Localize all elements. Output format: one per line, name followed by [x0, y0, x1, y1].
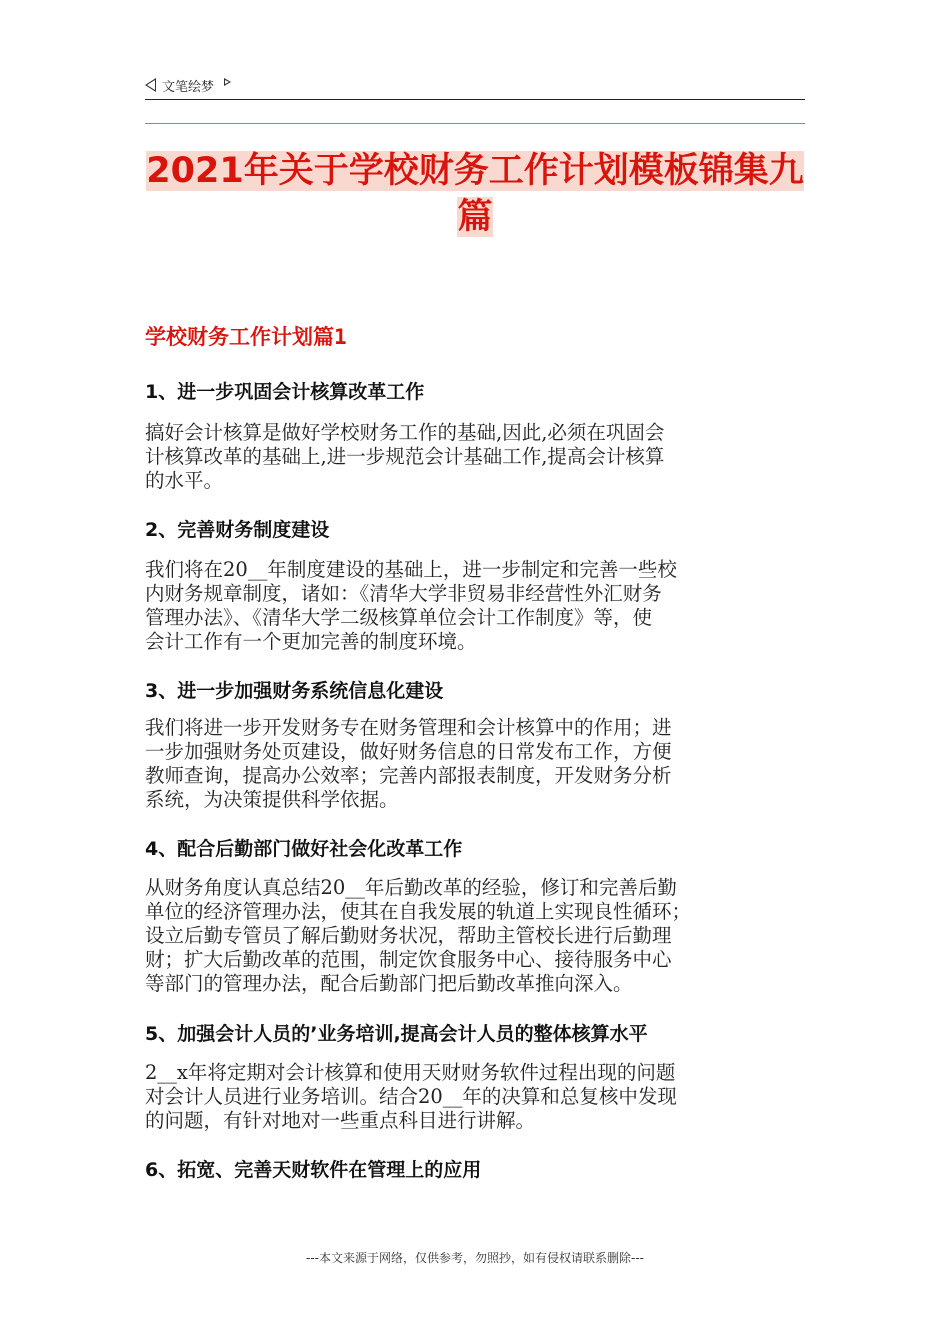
- document-title: [140, 148, 810, 240]
- body-line: 会计工作有一个更加完善的制度环境。: [145, 630, 477, 653]
- title-line-2: 篇: [457, 197, 493, 237]
- item-heading-5: 5、加强会计人员的’业务培训,提高会计人员的整体核算水平: [145, 1023, 648, 1045]
- body-line: 内财务规章制度，诸如：《清华大学非贸易非经营性外汇财务: [145, 582, 662, 605]
- item-body-2: [145, 558, 800, 654]
- triangle-left-icon: [145, 78, 156, 92]
- section-title: 学校财务工作计划篇1: [145, 325, 347, 349]
- item-heading-4: 4、配合后勤部门做好社会化改革工作: [145, 838, 463, 860]
- body-line: 教师查询，提高办公效率；完善内部报表制度，开发财务分析: [145, 764, 672, 787]
- body-line: 计核算改革的基础上,进一步规范会计基础工作,提高会计核算: [145, 445, 665, 468]
- item-heading-3: 3、进一步加强财务系统信息化建设: [145, 680, 444, 702]
- body-line: 设立后勤专管员了解后勤财务状况，帮助主管校长进行后勤理: [145, 924, 672, 947]
- item-body-3: [145, 716, 800, 812]
- header-divider: [145, 99, 805, 100]
- title-line-1: 2021年关于学校财务工作计划模板锦集九: [146, 151, 804, 191]
- body-line: 搞好会计核算是做好学校财务工作的基础,因此,必须在巩固会: [145, 421, 665, 444]
- body-line: 我们将在20__年制度建设的基础上，进一步制定和完善一些校: [145, 558, 677, 581]
- title-divider: [145, 123, 805, 124]
- item-body-4: [145, 876, 800, 996]
- item-heading-6: 6、拓宽、完善天财软件在管理上的应用: [145, 1159, 482, 1181]
- body-line: 的问题，有针对地对一些重点科目进行讲解。: [145, 1109, 536, 1132]
- body-line: 的水平。: [145, 469, 224, 492]
- body-line: 2__x年将定期对会计核算和使用天财财务软件过程出现的问题: [145, 1061, 676, 1084]
- header-brand: 文笔绘梦: [162, 79, 215, 95]
- item-heading-1: 1、进一步巩固会计核算改革工作: [145, 381, 425, 403]
- body-line: 系统，为决策提供科学依据。: [145, 788, 399, 811]
- body-line: 我们将进一步开发财务专在财务管理和会计核算中的作用；进: [145, 716, 672, 739]
- body-line: 财；扩大后勤改革的范围，制定饮食服务中心、接待服务中心: [145, 948, 672, 971]
- body-line: 对会计人员进行业务培训。结合20__年的决算和总复核中发现: [145, 1085, 677, 1108]
- page-header: [145, 74, 805, 96]
- page-footer: ---本文来源于网络，仅供参考，勿照抄，如有侵权请联系删除---: [306, 1251, 644, 1265]
- triangle-right-icon: [224, 78, 231, 86]
- item-heading-2: 2、完善财务制度建设: [145, 519, 330, 541]
- body-line: 等部门的管理办法，配合后勤部门把后勤改革推向深入。: [145, 972, 633, 995]
- body-line: 一步加强财务处页建设，做好财务信息的日常发布工作，方便: [145, 740, 672, 763]
- body-line: 从财务角度认真总结20__年后勤改革的经验，修订和完善后勤: [145, 876, 677, 899]
- item-body-1: [145, 421, 800, 493]
- item-body-5: [145, 1061, 800, 1133]
- body-line: 管理办法》、《清华大学二级核算单位会计工作制度》等，使: [145, 606, 653, 629]
- body-line: 单位的经济管理办法，使其在自我发展的轨道上实现良性循环；: [145, 900, 692, 923]
